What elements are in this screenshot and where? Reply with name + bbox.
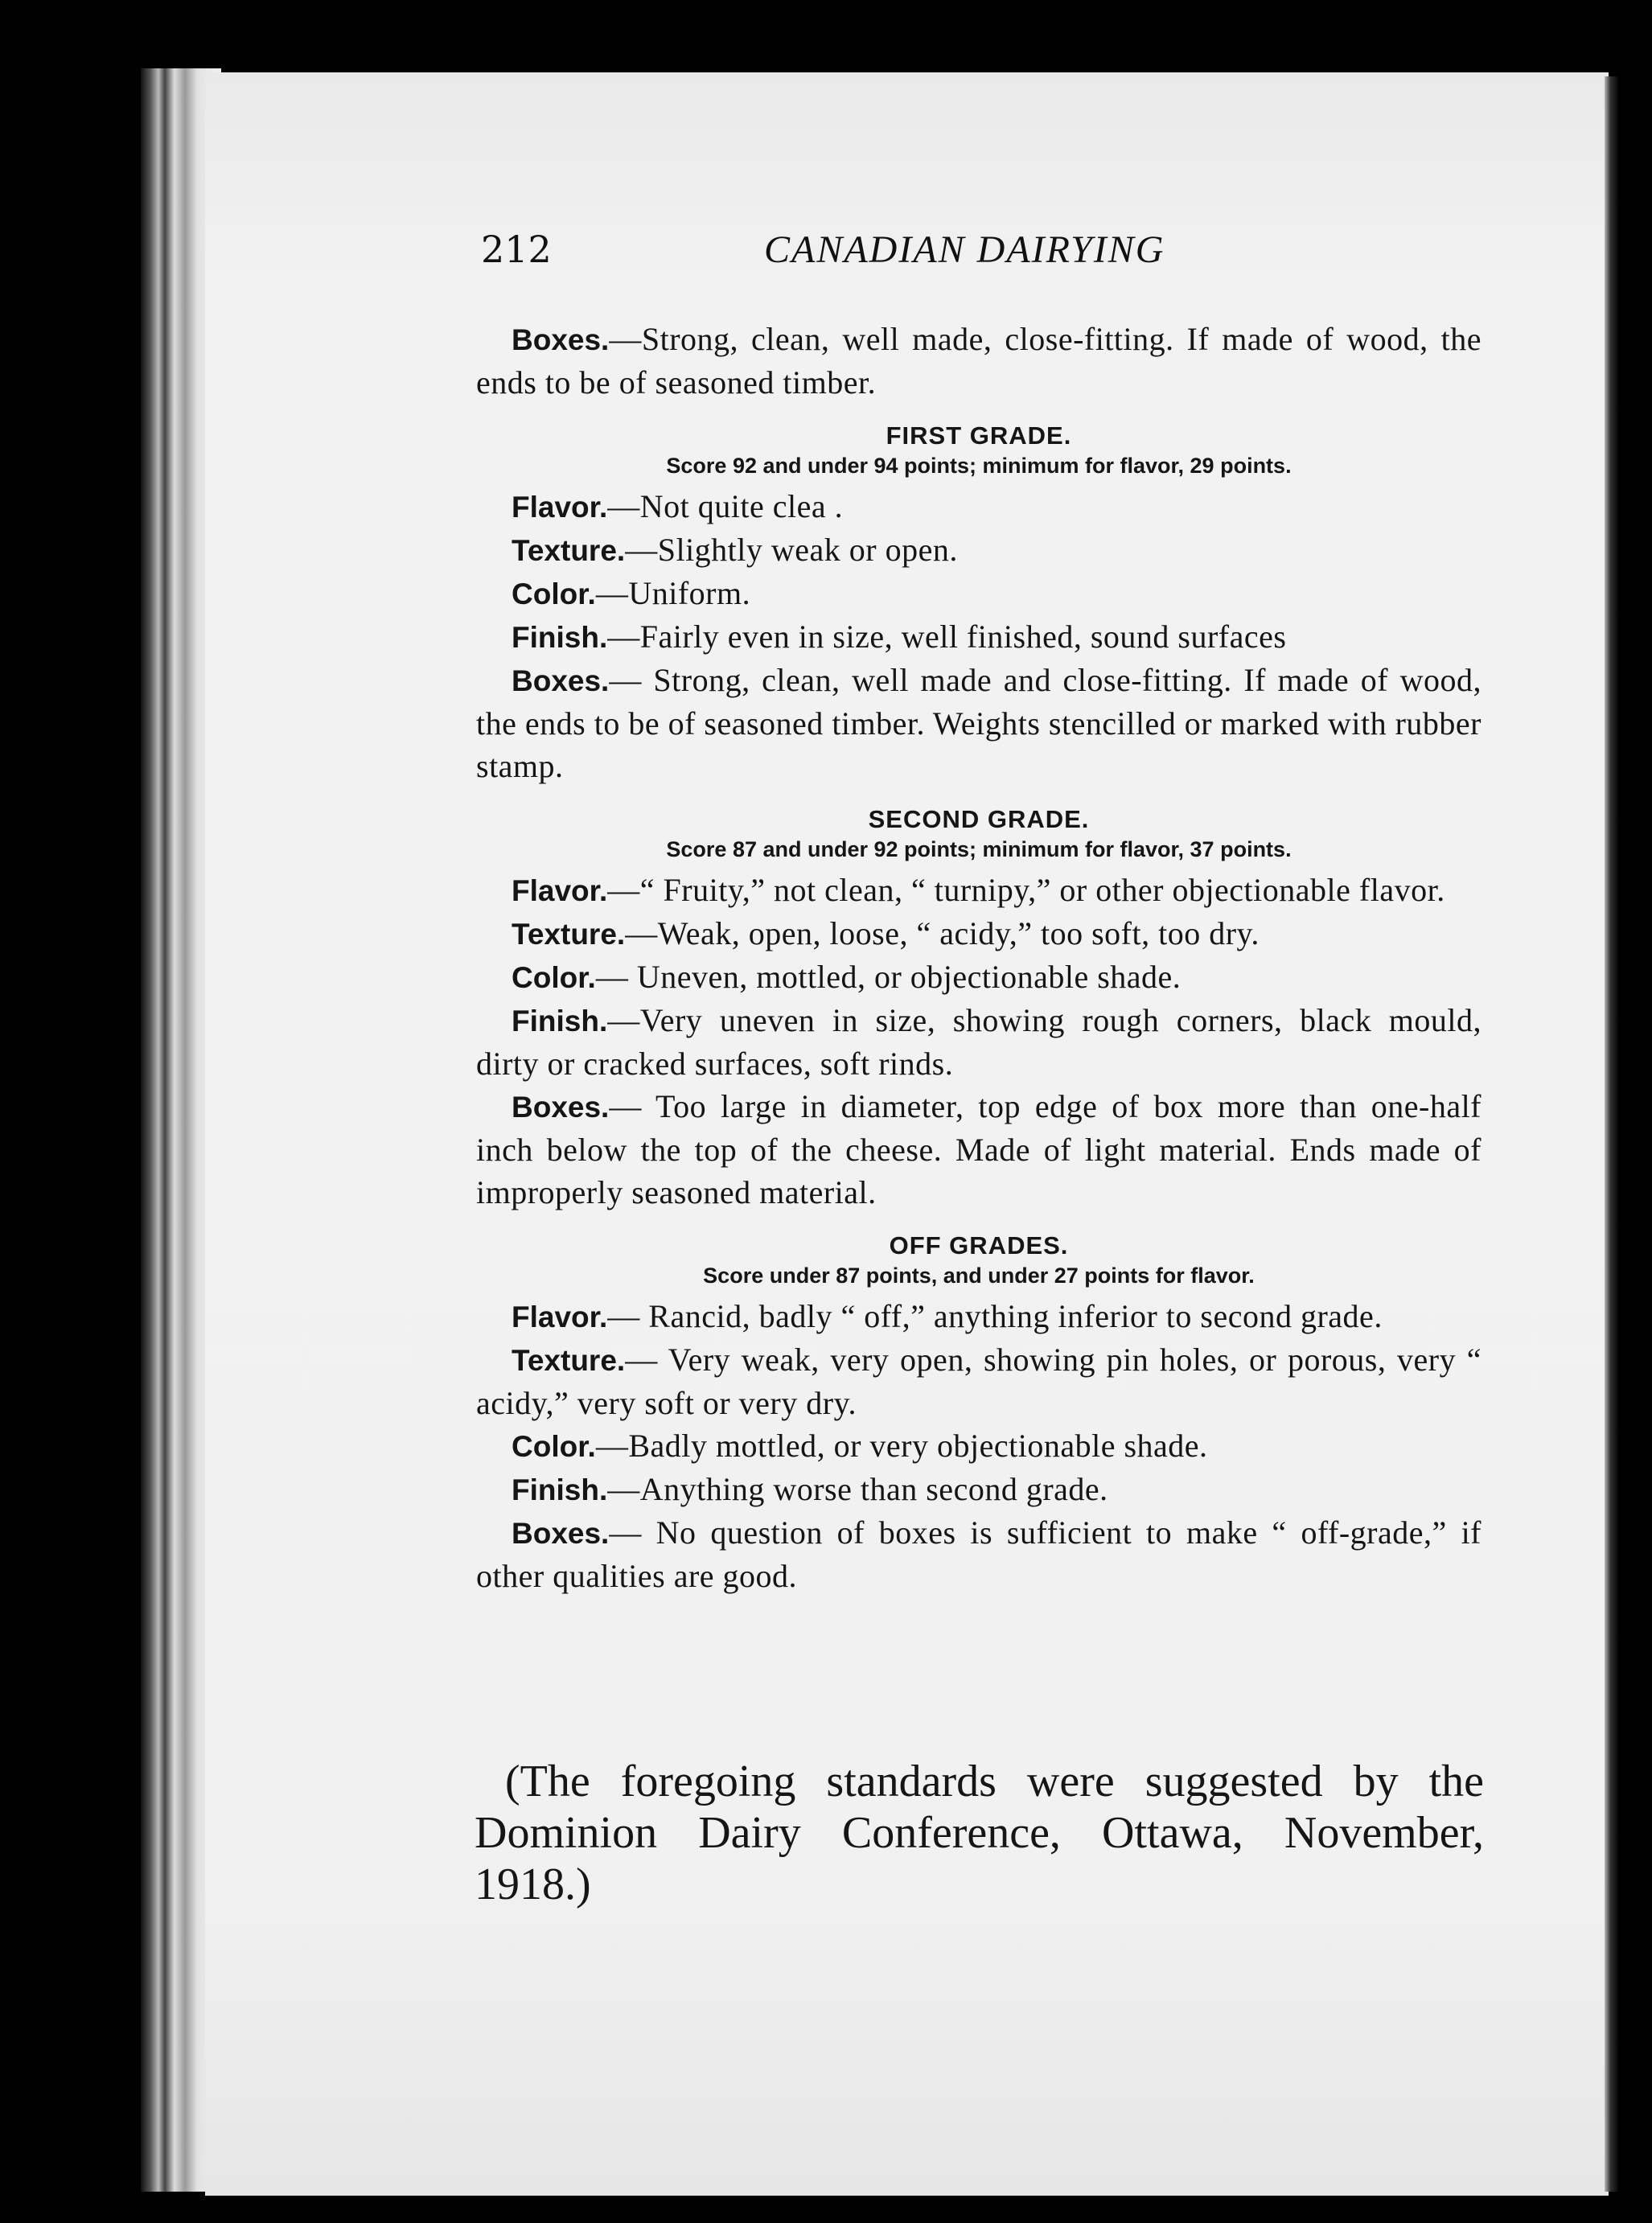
grade-subheading: Score under 87 points, and under 27 points for flavor. [703,1264,1255,1288]
intro-text: —Strong, clean, well made, close-fitting. If made of wood, the ends to be of seasoned timber. [476,321,1481,401]
item-label: Boxes. [512,1091,610,1124]
page-right-edge [1605,76,1619,2192]
item-text: —“ Fruity,” not clean, “ turnipy,” or other objectionable flavor. [607,872,1445,908]
grade-item-flavor [476,869,1481,912]
item-label: Color. [512,577,596,610]
intro-boxes-paragraph [476,318,1481,404]
item-label: Flavor. [512,874,608,907]
item-label: Flavor. [512,491,608,524]
item-text: — No question of boxes is sufficient to make “ off-grade,” if other qualities are good. [476,1514,1481,1594]
grade-item-flavor [476,485,1481,528]
item-label: Color. [512,961,596,994]
item-label: Boxes. [512,1517,610,1550]
grade-item-texture [476,912,1481,955]
grade-item-boxes [476,659,1481,787]
item-label: Flavor. [512,1301,608,1333]
item-label: Boxes. [512,664,610,697]
grade-subheading: Score 87 and under 92 points; minimum for flavor, 37 points. [666,837,1292,861]
item-text: — Rancid, badly “ off,” anything inferior to second grade. [607,1298,1383,1334]
intro-label: Boxes. [512,323,610,356]
item-text: —Slightly weak or open. [625,532,958,568]
grade-heading: FIRST GRADE. [886,421,1072,450]
grade-heading: SECOND GRADE. [868,805,1090,833]
item-label: Finish. [512,621,608,654]
item-text: —Uniform. [595,575,751,611]
item-text: — Too large in diameter, top edge of box more than one-half inch below the top of the cheese. Made of light material. Ends made of improperly seasoned material. [476,1088,1481,1210]
grade-item-finish [476,1468,1481,1511]
item-label: Finish. [512,1473,608,1506]
grade-section-second [476,805,1481,1214]
item-text: —Not quite clea . [607,488,844,524]
item-text: —Badly mottled, or very objectionable shade. [595,1428,1208,1464]
item-label: Finish. [512,1005,608,1038]
grade-section-first [476,421,1481,787]
grade-item-boxes [476,1511,1481,1597]
item-label: Texture. [512,1344,626,1377]
grade-item-color [476,1424,1481,1468]
item-text: —Anything worse than second grade. [607,1471,1108,1507]
item-text: —Weak, open, loose, “ acidy,” too soft, too dry. [625,915,1260,951]
grade-item-finish [476,615,1481,659]
grade-item-texture [476,528,1481,572]
item-text: —Very uneven in size, showing rough corners, black mould, dirty or cracked surfaces, soft rinds. [476,1002,1481,1082]
grade-item-color [476,955,1481,999]
running-head: CANADIAN DAIRYING [764,228,1165,271]
grade-heading: OFF GRADES. [889,1231,1069,1259]
grade-subheading: Score 92 and under 94 points; minimum for flavor, 29 points. [666,454,1292,478]
closing-note: (The foregoing standards were suggested by the Dominion Dairy Conference, Ottawa, November, 1918.) [475,1757,1484,1909]
item-text: —Fairly even in size, well finished, sound surfaces [607,618,1287,655]
grade-section-off [476,1231,1481,1597]
page-body [476,318,1481,1597]
grade-item-texture [476,1338,1481,1424]
item-text: — Very weak, very open, showing pin holes, or porous, very “ acidy,” very soft or very dry. [476,1342,1481,1421]
grade-item-boxes [476,1085,1481,1214]
grade-item-color [476,572,1481,615]
item-label: Color. [512,1430,596,1463]
grade-item-finish [476,999,1481,1085]
item-text: — Uneven, mottled, or objectionable shade. [595,959,1181,995]
item-label: Texture. [512,918,626,951]
page-header [481,228,1205,276]
grade-item-flavor [476,1295,1481,1338]
page-number: 212 [481,228,552,271]
item-label: Texture. [512,534,626,567]
item-text: — Strong, clean, well made and close-fitting. If made of wood, the ends to be of seasoned timber. Weights stencilled or marked with rubber stamp. [476,662,1481,784]
